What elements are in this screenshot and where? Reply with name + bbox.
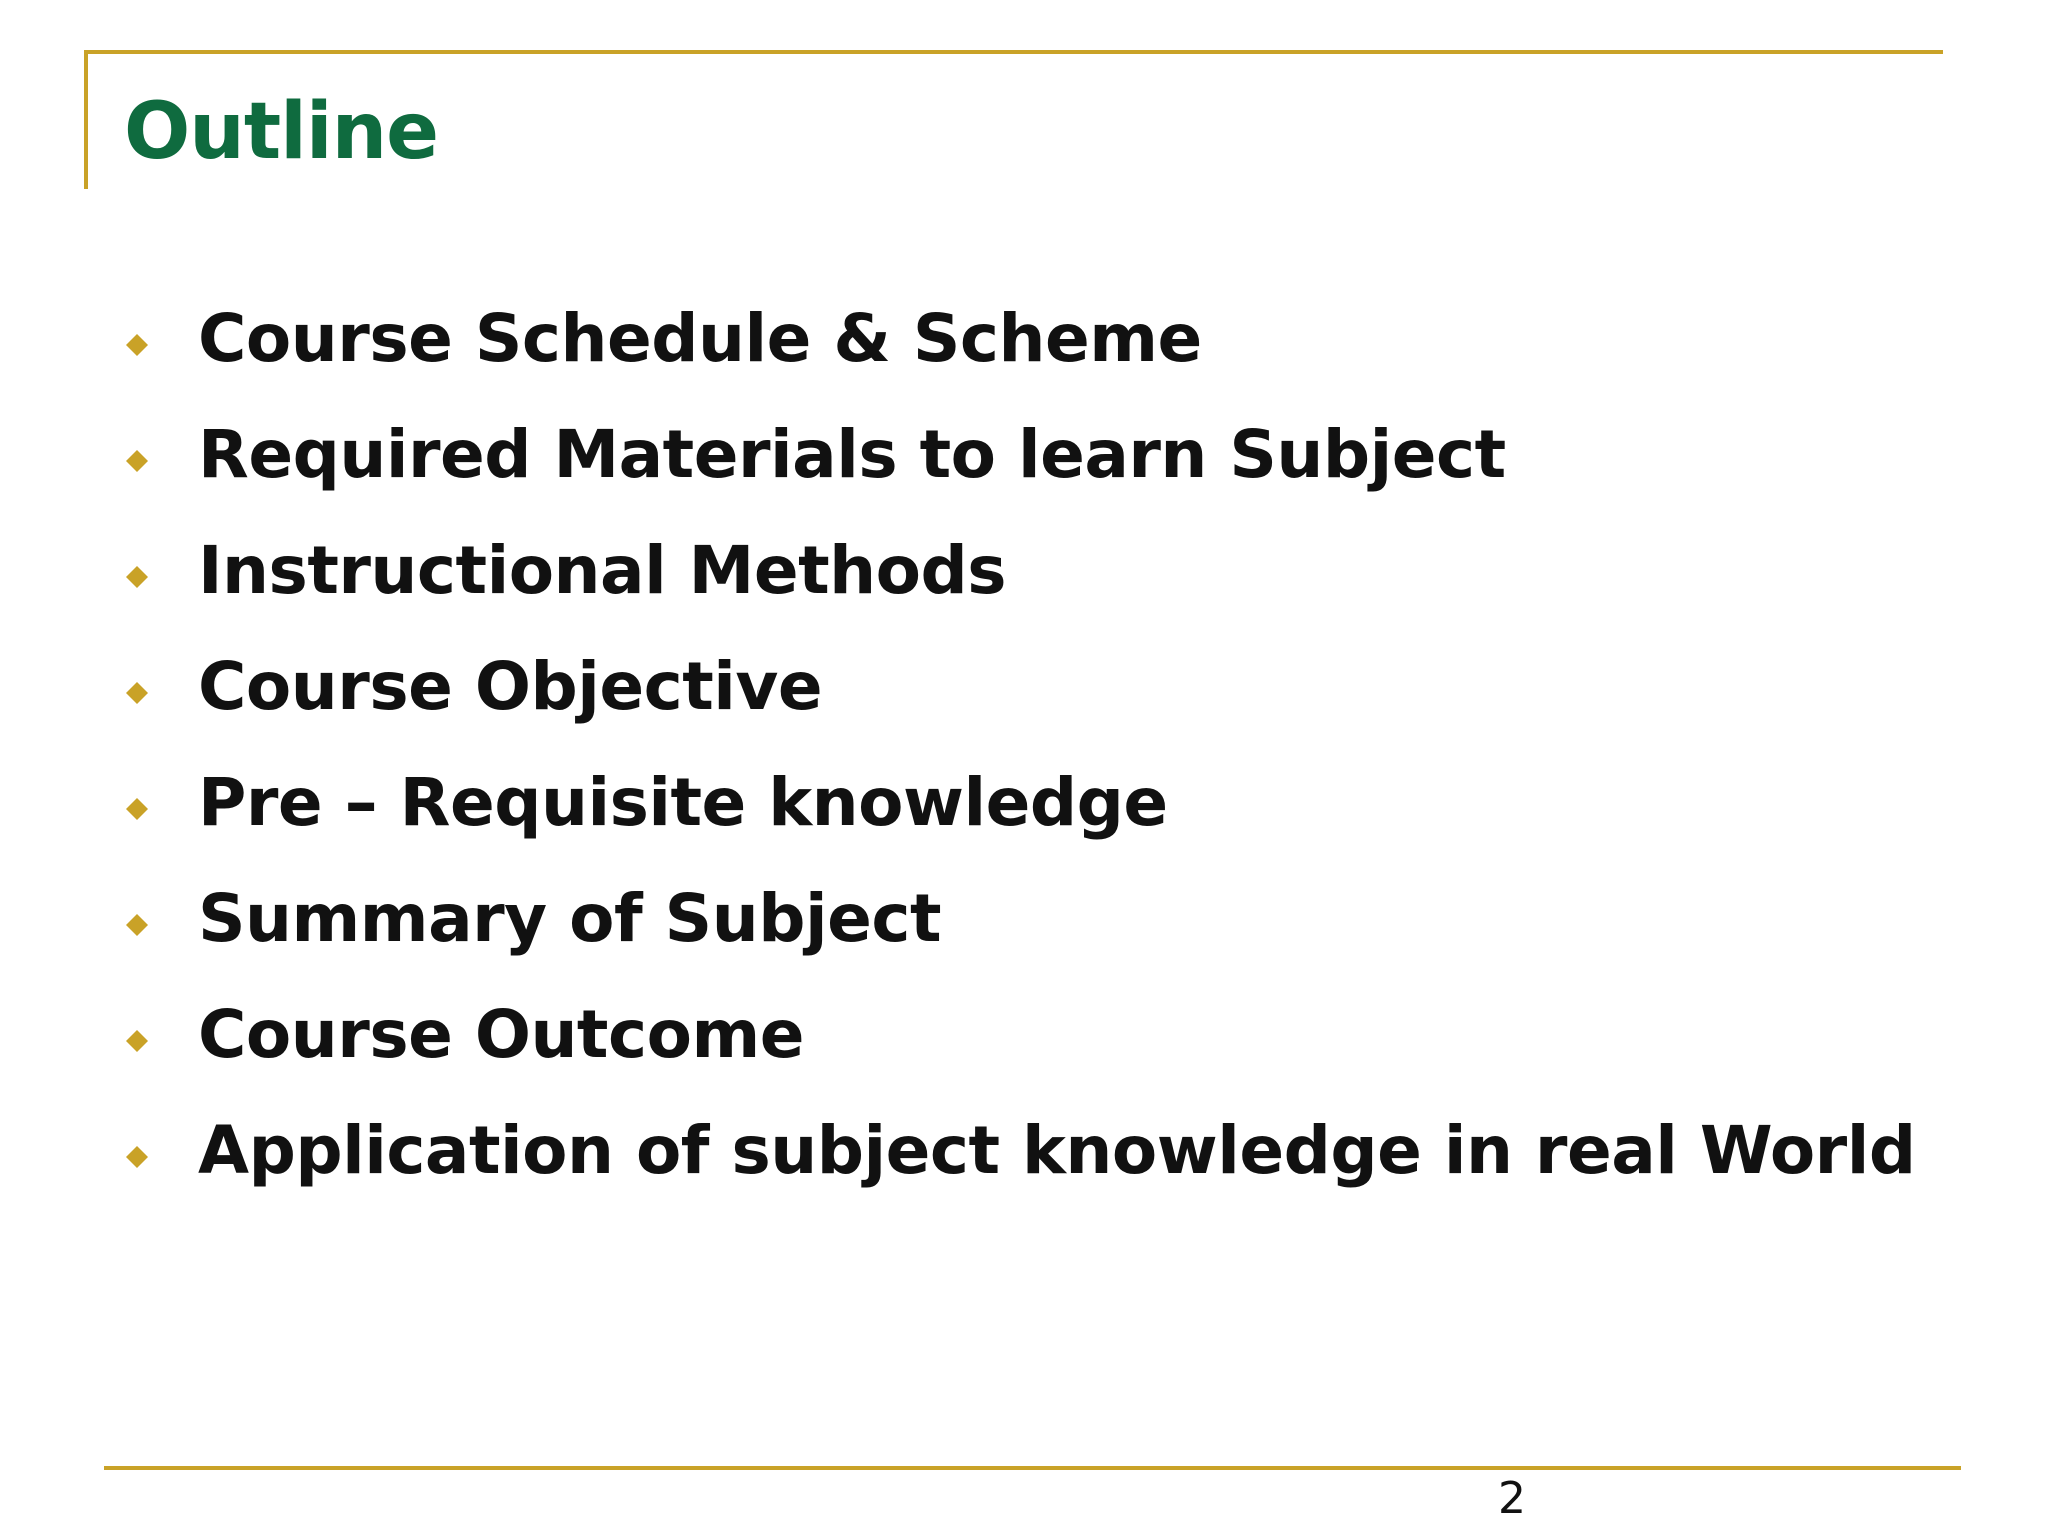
page-number: 2 (1498, 1473, 1526, 1524)
list-item-text: Summary of Subject (198, 879, 942, 957)
diamond-bullet-icon (124, 448, 150, 474)
list-item (124, 1092, 1916, 1208)
diamond-bullet-icon (124, 680, 150, 706)
list-item (124, 396, 1916, 512)
list-item-text: Course Outcome (198, 995, 804, 1073)
list-item (124, 976, 1916, 1092)
list-item-text: Course Objective (198, 647, 823, 725)
diamond-bullet-icon (124, 1144, 150, 1170)
bottom-divider (104, 1466, 1961, 1470)
diamond-bullet-icon (124, 564, 150, 590)
list-item (124, 860, 1916, 976)
list-item (124, 628, 1916, 744)
list-item-text: Course Schedule & Scheme (198, 299, 1202, 377)
diamond-bullet-icon (124, 912, 150, 938)
list-item-text: Required Materials to learn Subject (198, 415, 1506, 493)
diamond-bullet-icon (124, 1028, 150, 1054)
top-divider (86, 50, 1943, 54)
list-item (124, 744, 1916, 860)
list-item (124, 280, 1916, 396)
list-item-text: Instructional Methods (198, 531, 1007, 609)
list-item-text: Application of subject knowledge in real World (198, 1111, 1916, 1189)
diamond-bullet-icon (124, 332, 150, 358)
title-side-divider (84, 50, 88, 189)
diamond-bullet-icon (124, 796, 150, 822)
list-item (124, 512, 1916, 628)
slide-title: Outline (124, 87, 439, 177)
list-item-text: Pre – Requisite knowledge (198, 763, 1168, 841)
outline-list (124, 280, 1916, 1208)
